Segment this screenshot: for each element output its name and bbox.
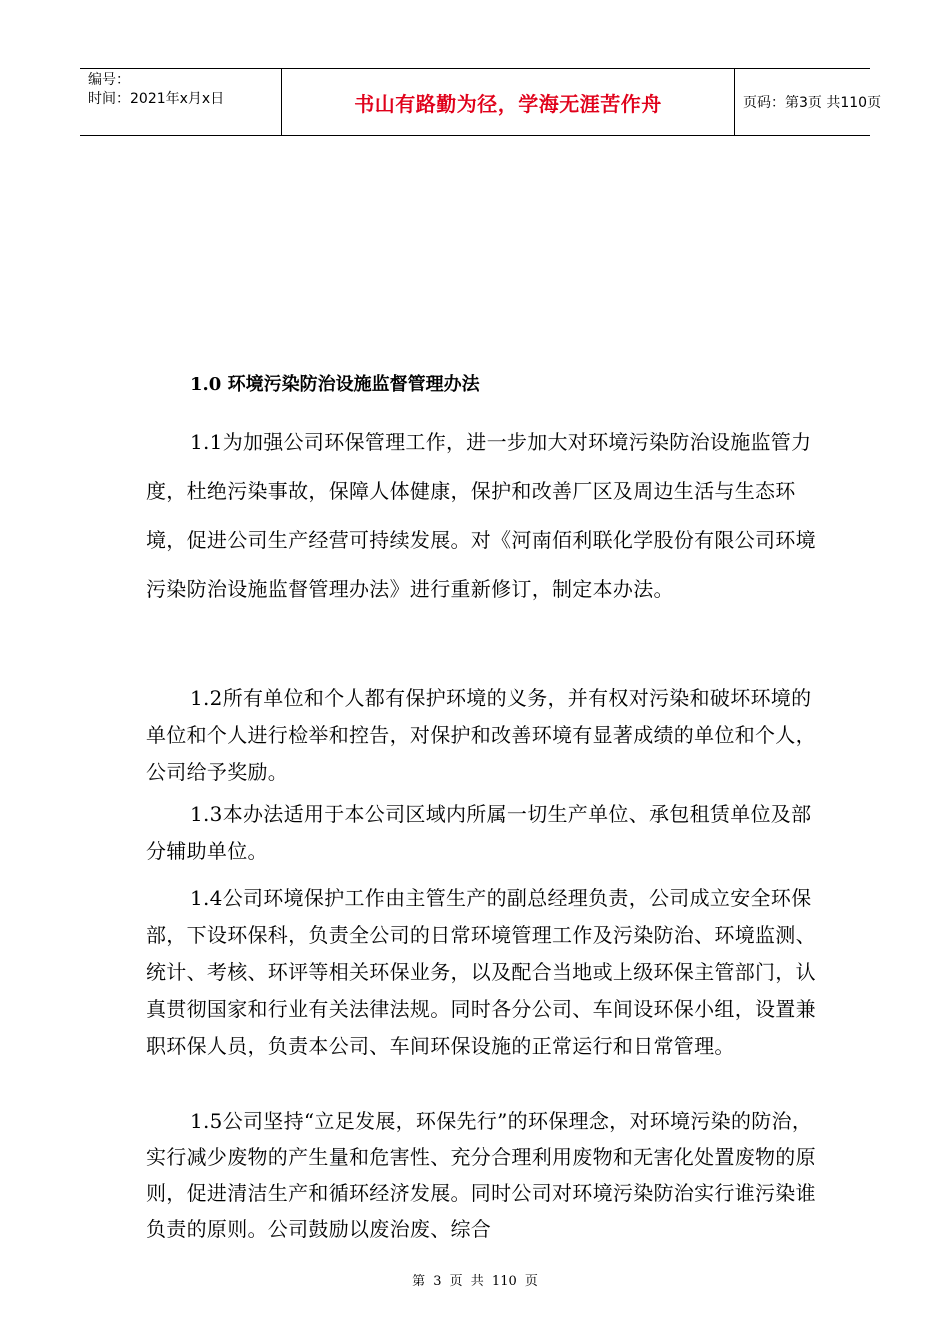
paragraph-1-2: 1.2所有单位和个人都有保护环境的义务，并有权对污染和破坏环境的单位和个人进行检举和控告，对保护和改善环境有显著成绩的单位和个人，公司给予奖励。 bbox=[146, 686, 816, 784]
header-meta bbox=[80, 69, 282, 135]
document-number-label: 编号： bbox=[88, 72, 130, 88]
paragraph-1-1: 1.1为加强公司环保管理工作，进一步加大对环境污染防治设施监管力度，杜绝污染事故，保障人体健康，保护和改善厂区及周边生活与生态环境，促进公司生产经营可持续发展。对《河南佰利联化学股份有限公司环境污染防治设施监督管理办法》进行重新修订，制定本办法。 bbox=[146, 430, 816, 601]
page-footer: 第 3 页 共 110 页 bbox=[412, 1274, 538, 1289]
header-page-code: 页码：第3页 共110页 bbox=[743, 95, 882, 111]
document-date: 时间：2021年x月x日 bbox=[88, 91, 225, 107]
paragraph-1-5: 1.5公司坚持“立足发展，环保先行”的环保理念，对环境污染的防治，实行减少废物的产生量和危害性、充分合理利用废物和无害化处置废物的原则，促进清洁生产和循环经济发展。同时公司对环境污染防治实行谁污染谁负责的原则。公司鼓励以废治废、综合 bbox=[146, 1109, 816, 1241]
paragraph-1-4: 1.4公司环境保护工作由主管生产的副总经理负责，公司成立安全环保部，下设环保科，负责全公司的日常环境管理工作及污染防治、环境监测、统计、考核、环评等相关环保业务，以及配合当地或上级环保主管部门，认真贯彻国家和行业有关法律法规。同时各分公司、车间设环保小组，设置兼职环保人员，负责本公司、车间环保设施的正常运行和日常管理。 bbox=[146, 886, 816, 1058]
section-title: 1.0 环境污染防治设施监督管理办法 bbox=[190, 374, 480, 395]
page-header bbox=[80, 68, 882, 136]
header-motto: 书山有路勤为径，学海无涯苦作舟 bbox=[282, 69, 735, 135]
paragraph-1-3: 1.3本办法适用于本公司区域内所属一切生产单位、承包租赁单位及部分辅助单位。 bbox=[146, 802, 812, 863]
